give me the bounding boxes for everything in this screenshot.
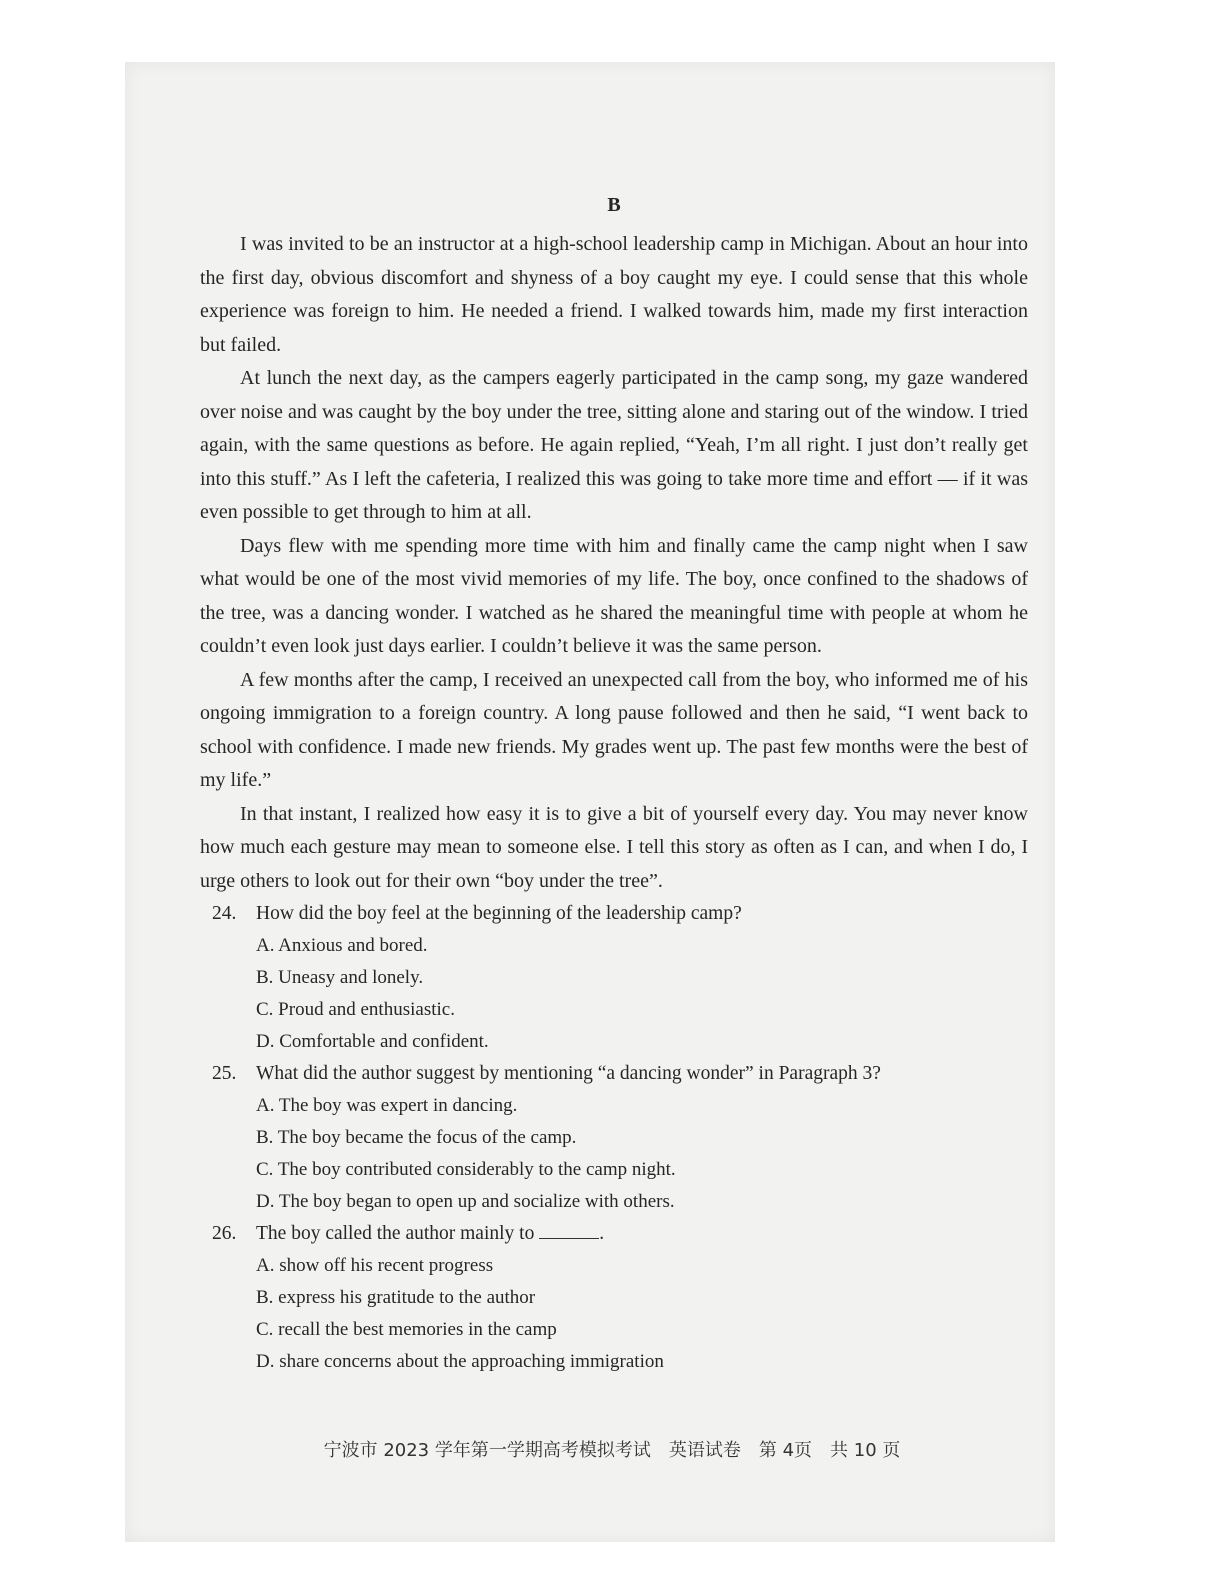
passage-paragraph-2: At lunch the next day, as the campers eagerly participated in the camp song, my gaze wandered over noise and was caught by the boy under the tree, sitting alone and staring out of the window. I tried again, with the same questions as before. He again replied, “Yeah, I’m all right. I just don’t really get into this stuff.” As I left the cafeteria, I realized this was going to take more time and effort — if it was even possible to get through to him at all. — [200, 367, 1028, 523]
answer-blank — [539, 1220, 599, 1239]
option-d: D. The boy began to open up and socialize with others. — [256, 1191, 675, 1212]
page-footer: 宁波市 2023 学年第一学期高考模拟考试 英语试卷 第 4页 共 10 页 — [323, 1440, 901, 1461]
option-d: D. Comfortable and confident. — [256, 1031, 489, 1052]
passage-paragraph-3: Days flew with me spending more time with him and finally came the camp night when I saw what would be one of the most vivid memories of my life. The boy, once confined to the shadows of the tree, was a dancing wonder. I watched as he shared the meaningful time with people at whom he couldn’t even look just days earlier. I couldn’t believe it was the same person. — [200, 534, 1028, 657]
question-number: 25. — [212, 1063, 237, 1084]
option-b: B. express his gratitude to the author — [256, 1287, 536, 1308]
question-25 — [200, 1058, 1028, 1218]
question-number: 26. — [212, 1223, 237, 1244]
question-text: How did the boy feel at the beginning of the leadership camp? — [256, 903, 742, 924]
option-b: B. Uneasy and lonely. — [256, 967, 424, 988]
reading-section — [200, 190, 1028, 1378]
question-text-after-blank: . — [599, 1223, 605, 1244]
option-a: A. The boy was expert in dancing. — [256, 1095, 518, 1116]
passage-paragraph-5: In that instant, I realized how easy it is to give a bit of yourself every day. You may never know how much each gesture may mean to someone else. I tell this story as often as I can, and when I do, I urge others to look out for their own “boy under the tree”. — [200, 802, 1028, 892]
question-number: 24. — [212, 903, 237, 924]
option-c: C. recall the best memories in the camp — [256, 1319, 557, 1340]
question-24 — [200, 898, 1028, 1058]
passage-paragraph-1: I was invited to be an instructor at a high-school leadership camp in Michigan. About an hour into the first day, obvious discomfort and shyness of a boy caught my eye. I could sense that this whole experience was foreign to him. He needed a friend. I walked towards him, made my first interaction but failed. — [200, 233, 1028, 356]
option-b: B. The boy became the focus of the camp. — [256, 1127, 577, 1148]
option-list — [200, 930, 1028, 1058]
option-a: A. show off his recent progress — [256, 1255, 494, 1276]
option-list — [200, 1090, 1028, 1218]
question-26 — [200, 1218, 1028, 1378]
option-a: A. Anxious and bored. — [256, 935, 428, 956]
option-list — [200, 1250, 1028, 1378]
section-title: B — [607, 194, 621, 216]
option-c: C. Proud and enthusiastic. — [256, 999, 455, 1020]
question-text: What did the author suggest by mentioning “a dancing wonder” in Paragraph 3? — [256, 1063, 881, 1084]
passage-paragraph-4: A few months after the camp, I received an unexpected call from the boy, who informed me of his ongoing immigration to a foreign country. A long pause followed and then he said, “I went back to school with confidence. I made new friends. My grades went up. The past few months were the best of my life.” — [200, 668, 1028, 791]
option-c: C. The boy contributed considerably to the camp night. — [256, 1159, 676, 1180]
option-d: D. share concerns about the approaching immigration — [256, 1351, 664, 1372]
question-text — [256, 1218, 1028, 1250]
question-text-before-blank: The boy called the author mainly to — [256, 1223, 540, 1244]
